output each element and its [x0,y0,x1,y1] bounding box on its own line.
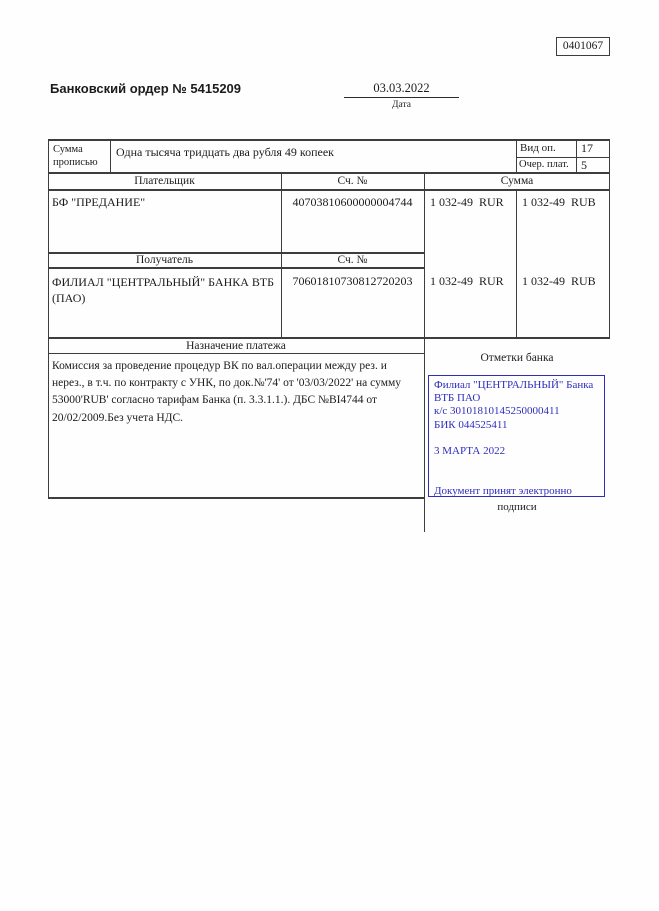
op-type-label: Вид оп. [520,142,556,154]
payer-account-header: Сч. № [337,175,368,187]
grid-line-h [48,353,425,354]
signatures-label: подписи [497,501,537,513]
amount-words-label: Сумма прописью [53,144,98,168]
grid-line-h [48,172,610,174]
payer-account: 40703810600000004744 [292,195,413,209]
form-code-box [556,37,610,56]
purpose-text: Комиссия за проведение процедур ВК по вал.операции между рез. и нерез., в т.ч. по контракту с УНК, по док.№'74' от '03/03/2022' на сумму 53000'RUB' согласно тарифам Банка (п. 3.3.1.1.). ДБС №ВI4744 от 20/02/2009.Без учета НДС. [52,360,402,424]
grid-line-v [48,139,49,499]
payee-amount-rur: 1 032-49 RUR [430,274,504,288]
stamp-line [434,432,604,445]
payer-amount-rur: 1 032-49 RUR [430,195,504,209]
stamp-line [434,471,604,484]
grid-line-v [110,139,111,173]
amount-column-header: Сумма [500,175,534,187]
grid-line-h [48,337,610,339]
payee-account: 70601810730812720203 [292,274,413,288]
stamp-line [434,458,604,471]
payment-priority-label: Очер. плат. [519,159,569,170]
stamp-line: к/с 30101810145250000411 [434,405,560,418]
grid-line-v [609,139,610,339]
stamp-line: 3 МАРТА 2022 [434,444,506,457]
payee-name: ФИЛИАЛ "ЦЕНТРАЛЬНЫЙ" БАНКА ВТБ (ПАО) [52,275,274,305]
payer-name: БФ "ПРЕДАНИЕ" [52,195,146,209]
bank-marks-header: Отметки банка [480,352,554,364]
payer-amount-rub: 1 032-49 RUB [522,195,596,209]
grid-line-v [516,139,517,173]
grid-line-h [516,157,610,158]
op-type-value: 17 [581,141,593,155]
payee-amount-rub: 1 032-49 RUB [522,274,596,288]
stamp-line: Филиал "ЦЕНТРАЛЬНЫЙ" Банка [434,379,594,391]
payment-priority-value: 5 [581,158,587,172]
date-label: Дата [392,100,411,110]
bank-electronic-stamp [428,375,605,497]
grid-line-v [576,139,577,173]
date-value: 03.03.2022 [344,81,459,98]
grid-line-h [48,139,610,141]
amount-words-value: Одна тысяча тридцать два рубля 49 копеек [116,145,335,159]
purpose-header: Назначение платежа [186,340,286,352]
stamp-line: БИК 044525411 [434,418,508,431]
document-title: Банковский ордер № 5415209 [50,81,242,96]
stamp-line: ВТБ ПАО [434,392,481,405]
grid-line-h [48,189,610,191]
grid-line-v [516,189,517,338]
payee-account-header: Сч. № [337,254,368,266]
grid-line-h [48,497,425,499]
payee-column-header: Получатель [135,254,194,266]
grid-line-h [48,267,425,269]
payer-column-header: Плательщик [134,175,195,187]
stamp-line: Документ принят электронно [434,484,572,497]
form-code: 0401067 [562,40,604,52]
